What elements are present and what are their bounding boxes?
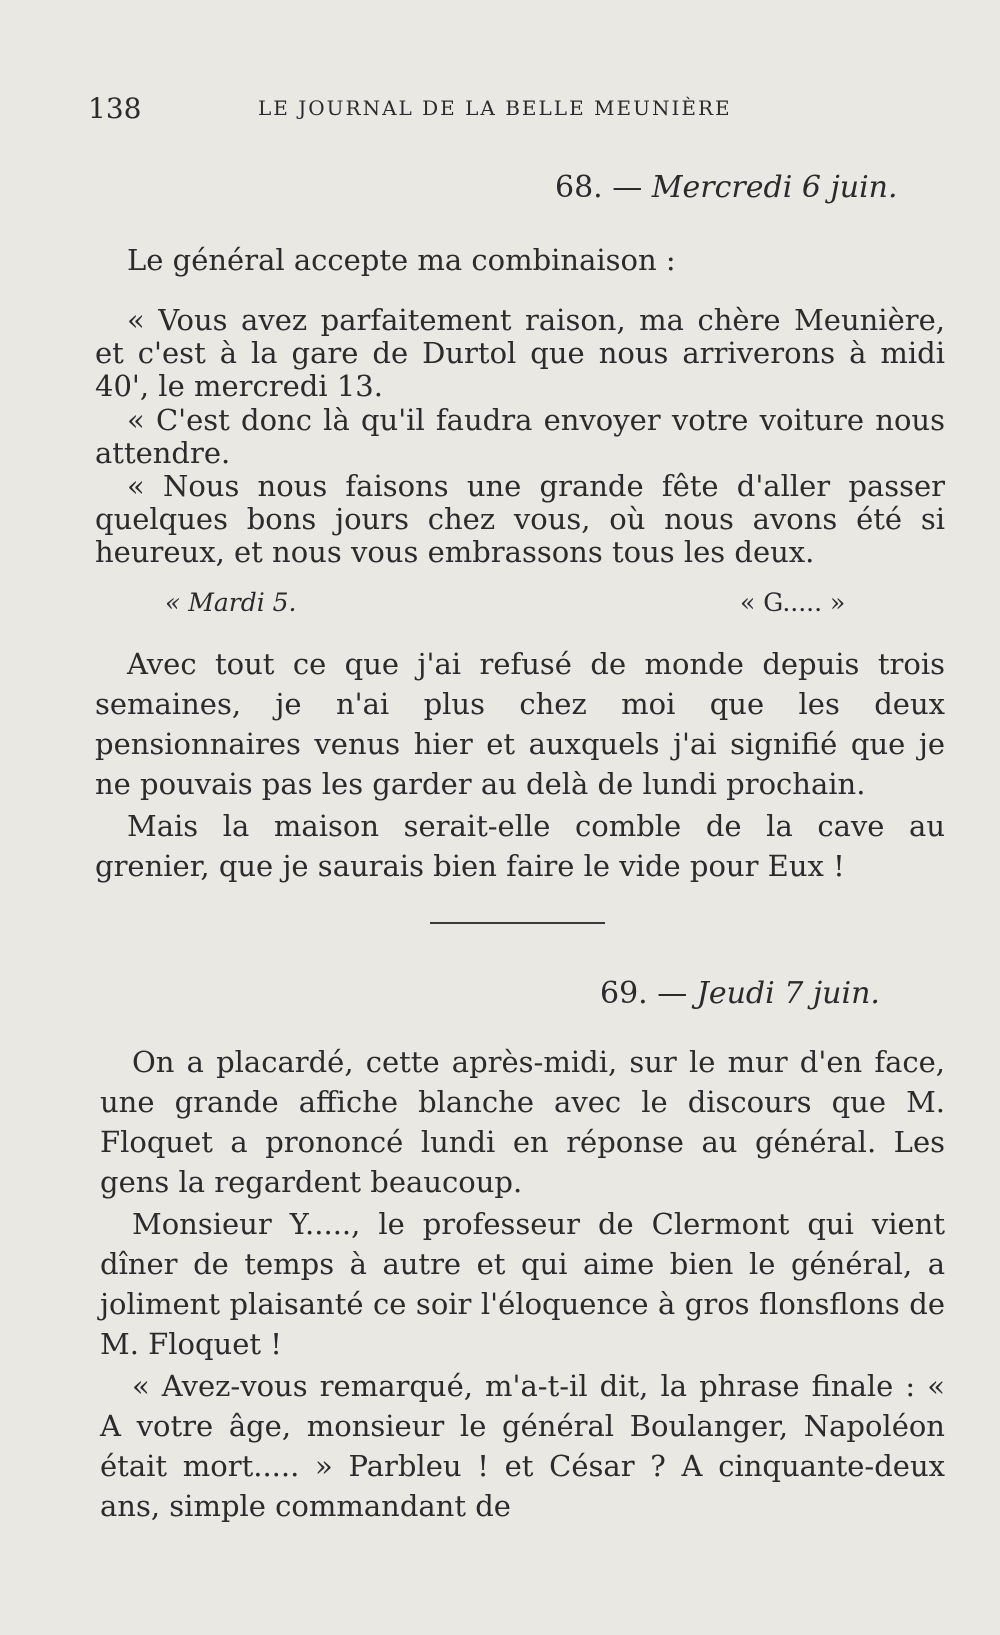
paragraph: Le général accepte ma combinaison : bbox=[127, 243, 676, 277]
page-number: 138 bbox=[88, 92, 142, 125]
paragraph: Avec tout ce que j'ai refusé de monde depuis trois semaines, je n'ai plus chez moi que les deux pensionnaires venus hier et auxquels j'ai signifié que je ne pouvais pas les garder au delà de lundi prochain. bbox=[95, 647, 945, 801]
letter-date: « Mardi 5. bbox=[165, 588, 297, 617]
paragraph: « Vous avez parfaitement raison, ma chère Meunière, et c'est à la gare de Durtol que nous arriverons à midi 40', le mercredi 13. bbox=[95, 303, 945, 403]
paragraph: Mais la maison serait-elle comble de la cave au grenier, que je saurais bien faire le vide pour Eux ! bbox=[95, 809, 945, 883]
entry-heading-68 bbox=[555, 170, 898, 205]
letter-signature bbox=[165, 588, 865, 620]
paragraph: « Avez-vous remarqué, m'a-t-il dit, la phrase finale : « A votre âge, monsieur le général Boulanger, Napoléon était mort..... » Parbleu ! et César ? A cinquante-deux ans, simple commandant de bbox=[100, 1369, 945, 1523]
entry-number: 68. — bbox=[555, 170, 643, 205]
running-title: LE JOURNAL DE LA BELLE MEUNIÈRE bbox=[258, 96, 732, 120]
entry-date: Jeudi 7 juin. bbox=[696, 976, 880, 1011]
paragraph: « Nous nous faisons une grande fête d'aller passer quelques bons jours chez vous, où nous avons été si heureux, et nous vous embrassons tous les deux. bbox=[95, 469, 945, 569]
paragraph: « C'est donc là qu'il faudra envoyer votre voiture nous attendre. bbox=[95, 403, 945, 470]
entry-number: 69. — bbox=[600, 976, 688, 1011]
paragraph: On a placardé, cette après-midi, sur le mur d'en face, une grande affiche blanche avec le discours que M. Floquet a prononcé lundi en réponse au général. Les gens la regardent beaucoup. bbox=[100, 1045, 945, 1199]
entry-date: Mercredi 6 juin. bbox=[651, 170, 898, 205]
section-divider bbox=[430, 922, 605, 924]
letter-signature-initial: « G..... » bbox=[740, 588, 846, 617]
entry-heading-69 bbox=[600, 976, 880, 1011]
running-head bbox=[88, 92, 928, 125]
paragraph: Monsieur Y....., le professeur de Clermont qui vient dîner de temps à autre et qui aime bien le général, a joliment plaisanté ce soir l'éloquence à gros flonsflons de M. Floquet ! bbox=[100, 1207, 945, 1361]
